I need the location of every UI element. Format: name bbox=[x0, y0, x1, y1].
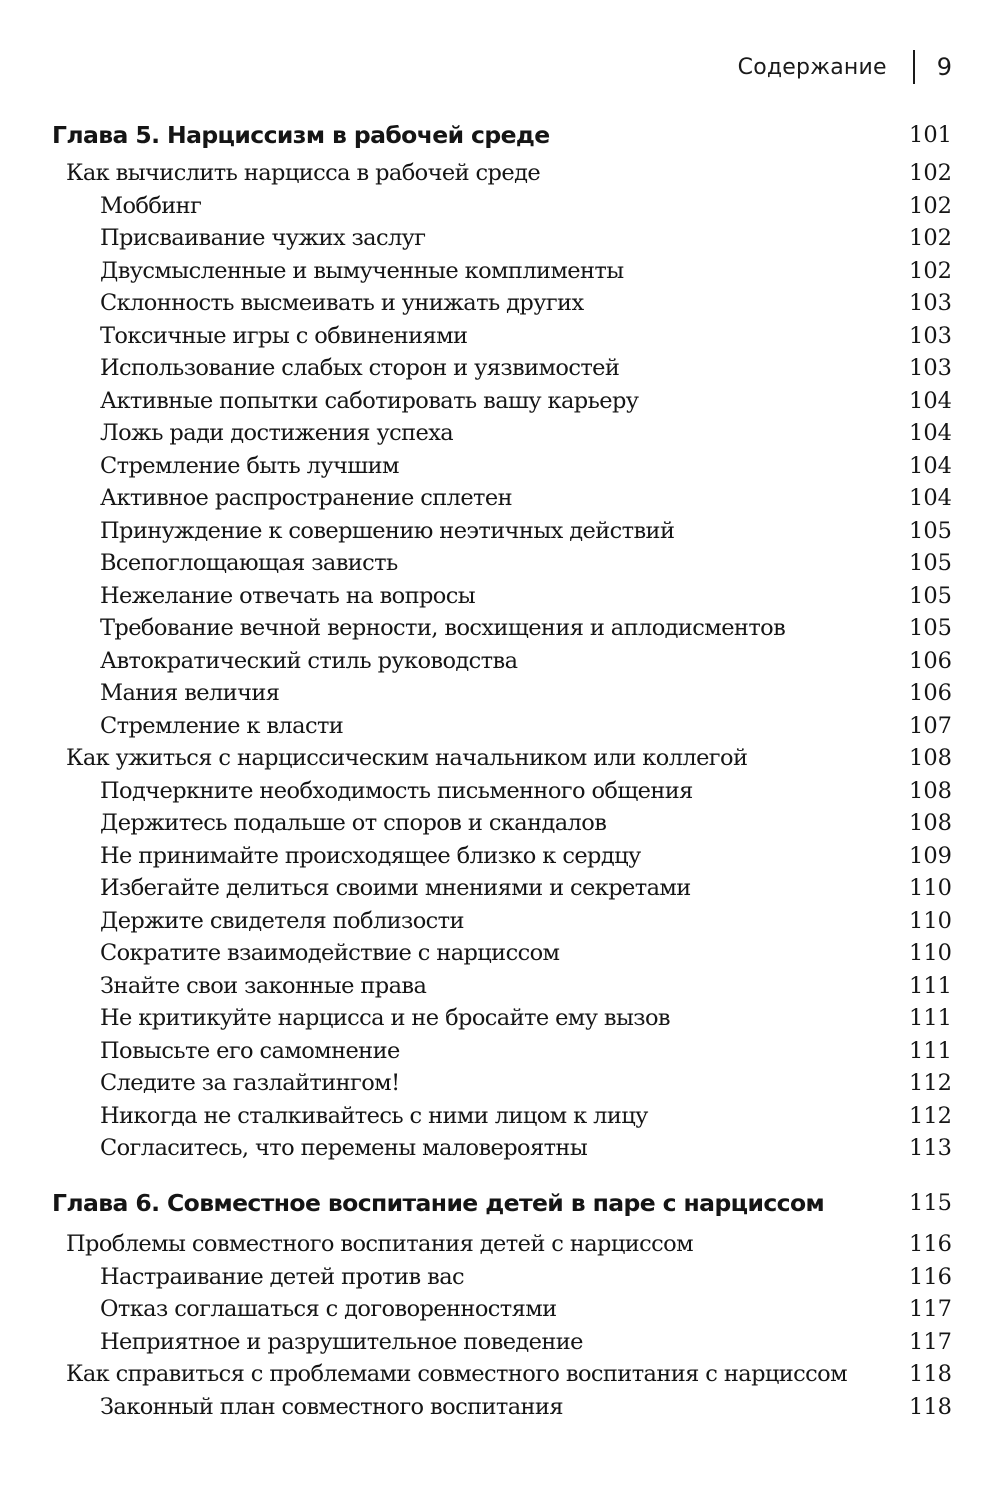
toc-entry-title: Следите за газлайтингом! bbox=[100, 1070, 400, 1096]
toc-entry-title: Активное распространение сплетен bbox=[100, 485, 512, 511]
toc-subsection-entry bbox=[0, 190, 1000, 222]
toc-entry-page: 104 bbox=[909, 388, 952, 414]
toc-entry-title: Отказ соглашаться с договоренностями bbox=[100, 1296, 557, 1322]
toc-entry-title: Стремление быть лучшим bbox=[100, 453, 399, 479]
toc-entry-page: 106 bbox=[909, 680, 952, 706]
toc-subsection-entry bbox=[0, 1002, 1000, 1034]
toc-entry-title: Автократический стиль руководства bbox=[100, 648, 518, 674]
toc-entry-page: 116 bbox=[909, 1231, 952, 1257]
toc-subsection-entry bbox=[0, 580, 1000, 612]
toc-entry-page: 105 bbox=[909, 583, 952, 609]
page-number: 9 bbox=[936, 53, 952, 81]
toc-entry-page: 117 bbox=[909, 1296, 952, 1322]
toc-subsection-entry bbox=[0, 970, 1000, 1002]
toc-section-entry bbox=[0, 1358, 1000, 1390]
toc-subsection-entry bbox=[0, 775, 1000, 807]
toc-entry-title: Использование слабых сторон и уязвимостей bbox=[100, 355, 620, 381]
toc-subsection-entry bbox=[0, 417, 1000, 449]
toc-entry-title: Активные попытки саботировать вашу карьеру bbox=[100, 388, 639, 414]
toc-subsection-entry bbox=[0, 450, 1000, 482]
toc-entry-title: Держите свидетеля поблизости bbox=[100, 908, 464, 934]
toc-entry-title: Моббинг bbox=[100, 193, 202, 219]
toc-entry-title: Всепоглощающая зависть bbox=[100, 550, 398, 576]
toc-entry-page: 105 bbox=[909, 550, 952, 576]
toc-entry-page: 108 bbox=[909, 810, 952, 836]
toc-entry-title: Подчеркните необходимость письменного общения bbox=[100, 778, 693, 804]
toc-subsection-entry bbox=[0, 352, 1000, 384]
toc-entry-page: 112 bbox=[909, 1103, 952, 1129]
toc-entry-title: Не принимайте происходящее близко к сердцу bbox=[100, 843, 641, 869]
toc-entry-title: Избегайте делиться своими мнениями и секретами bbox=[100, 875, 691, 901]
toc-subsection-entry bbox=[0, 1261, 1000, 1293]
section-title: Содержание bbox=[737, 54, 887, 80]
toc-subsection-entry bbox=[0, 1326, 1000, 1358]
toc-entry-title: Настраивание детей против вас bbox=[100, 1264, 465, 1290]
toc-entry-title: Сократите взаимодействие с нарциссом bbox=[100, 940, 560, 966]
toc-subsection-entry bbox=[0, 1391, 1000, 1423]
toc-entry-page: 104 bbox=[909, 453, 952, 479]
toc-entry-page: 105 bbox=[909, 615, 952, 641]
toc-entry-page: 111 bbox=[909, 1005, 952, 1031]
toc-entry-title: Проблемы совместного воспитания детей с нарциссом bbox=[66, 1231, 693, 1257]
toc-entry-page: 113 bbox=[909, 1135, 952, 1161]
toc-entry-title: Никогда не сталкивайтесь с ними лицом к лицу bbox=[100, 1103, 648, 1129]
toc-chapter-heading bbox=[0, 119, 1000, 151]
toc-entry-title: Мания величия bbox=[100, 680, 280, 706]
toc-entry-title: Принуждение к совершению неэтичных действий bbox=[100, 518, 675, 544]
toc-subsection-entry bbox=[0, 255, 1000, 287]
toc-entry-page: 104 bbox=[909, 420, 952, 446]
toc-entry-page: 106 bbox=[909, 648, 952, 674]
toc-subsection-entry bbox=[0, 872, 1000, 904]
toc-subsection-entry bbox=[0, 515, 1000, 547]
toc-subsection-entry bbox=[0, 937, 1000, 969]
toc-entry-title: Повысьте его самомнение bbox=[100, 1038, 400, 1064]
toc-entry-page: 103 bbox=[909, 355, 952, 381]
toc-entry-title: Присваивание чужих заслуг bbox=[100, 225, 426, 251]
toc-subsection-entry bbox=[0, 1067, 1000, 1099]
toc-entry-page: 112 bbox=[909, 1070, 952, 1096]
toc-subsection-entry bbox=[0, 677, 1000, 709]
toc-entry-page: 102 bbox=[909, 160, 952, 186]
toc-entry-title: Неприятное и разрушительное поведение bbox=[100, 1329, 583, 1355]
toc-entry-title: Склонность высмеивать и унижать других bbox=[100, 290, 584, 316]
toc-entry-page: 101 bbox=[909, 122, 952, 148]
toc-entry-title: Нежелание отвечать на вопросы bbox=[100, 583, 476, 609]
toc-entry-page: 103 bbox=[909, 323, 952, 349]
toc-entry-page: 118 bbox=[909, 1394, 952, 1420]
toc-subsection-entry bbox=[0, 645, 1000, 677]
toc-entry-page: 104 bbox=[909, 485, 952, 511]
toc-subsection-entry bbox=[0, 1293, 1000, 1325]
toc-entry-title: Глава 5. Нарциссизм в рабочей среде bbox=[52, 121, 550, 149]
toc-section-entry bbox=[0, 1228, 1000, 1260]
toc-entry-page: 111 bbox=[909, 973, 952, 999]
toc-entry-title: Глава 6. Совместное воспитание детей в паре с нарциссом bbox=[52, 1189, 825, 1217]
toc-entry-page: 108 bbox=[909, 778, 952, 804]
toc-section-entry bbox=[0, 157, 1000, 189]
toc-entry-page: 102 bbox=[909, 225, 952, 251]
toc-entry-title: Стремление к власти bbox=[100, 713, 344, 739]
toc-subsection-entry bbox=[0, 840, 1000, 872]
toc-subsection-entry bbox=[0, 320, 1000, 352]
toc-subsection-entry bbox=[0, 385, 1000, 417]
toc-entry-page: 117 bbox=[909, 1329, 952, 1355]
toc-entry-title: Как вычислить нарцисса в рабочей среде bbox=[66, 160, 541, 186]
toc-subsection-entry bbox=[0, 287, 1000, 319]
toc-entry-title: Законный план совместного воспитания bbox=[100, 1394, 563, 1420]
toc-entry-title: Как справиться с проблемами совместного воспитания с нарциссом bbox=[66, 1361, 847, 1387]
toc-section-entry bbox=[0, 742, 1000, 774]
toc-entry-page: 116 bbox=[909, 1264, 952, 1290]
toc-entry-page: 102 bbox=[909, 193, 952, 219]
toc-entry-title: Ложь ради достижения успеха bbox=[100, 420, 454, 446]
toc-subsection-entry bbox=[0, 547, 1000, 579]
toc-entry-page: 115 bbox=[909, 1190, 952, 1216]
toc-entry-page: 109 bbox=[909, 843, 952, 869]
toc-subsection-entry bbox=[0, 710, 1000, 742]
toc-entry-page: 110 bbox=[909, 940, 952, 966]
toc-entry-page: 105 bbox=[909, 518, 952, 544]
toc-chapter-heading bbox=[0, 1187, 1000, 1219]
toc-entry-title: Держитесь подальше от споров и скандалов bbox=[100, 810, 607, 836]
toc-entry-page: 111 bbox=[909, 1038, 952, 1064]
toc-entry-title: Не критикуйте нарцисса и не бросайте ему вызов bbox=[100, 1005, 670, 1031]
toc-entry-page: 107 bbox=[909, 713, 952, 739]
toc-subsection-entry bbox=[0, 1132, 1000, 1164]
toc-entry-page: 102 bbox=[909, 258, 952, 284]
toc-entry-title: Согласитесь, что перемены маловероятны bbox=[100, 1135, 588, 1161]
toc-subsection-entry bbox=[0, 807, 1000, 839]
toc-entry-page: 108 bbox=[909, 745, 952, 771]
toc-entry-title: Знайте свои законные права bbox=[100, 973, 427, 999]
toc-subsection-entry bbox=[0, 1100, 1000, 1132]
toc-subsection-entry bbox=[0, 612, 1000, 644]
toc-entry-page: 118 bbox=[909, 1361, 952, 1387]
toc-entry-title: Как ужиться с нарциссическим начальником или коллегой bbox=[66, 745, 748, 771]
header-divider bbox=[913, 50, 915, 84]
toc-entry-title: Токсичные игры с обвинениями bbox=[100, 323, 468, 349]
toc-subsection-entry bbox=[0, 905, 1000, 937]
toc-entry-title: Требование вечной верности, восхищения и аплодисментов bbox=[100, 615, 786, 641]
toc-entry-page: 103 bbox=[909, 290, 952, 316]
toc-entry-page: 110 bbox=[909, 908, 952, 934]
toc-entry-page: 110 bbox=[909, 875, 952, 901]
toc-entry-title: Двусмысленные и вымученные комплименты bbox=[100, 258, 624, 284]
toc-subsection-entry bbox=[0, 222, 1000, 254]
toc-subsection-entry bbox=[0, 1035, 1000, 1067]
running-header bbox=[738, 50, 952, 84]
toc-subsection-entry bbox=[0, 482, 1000, 514]
